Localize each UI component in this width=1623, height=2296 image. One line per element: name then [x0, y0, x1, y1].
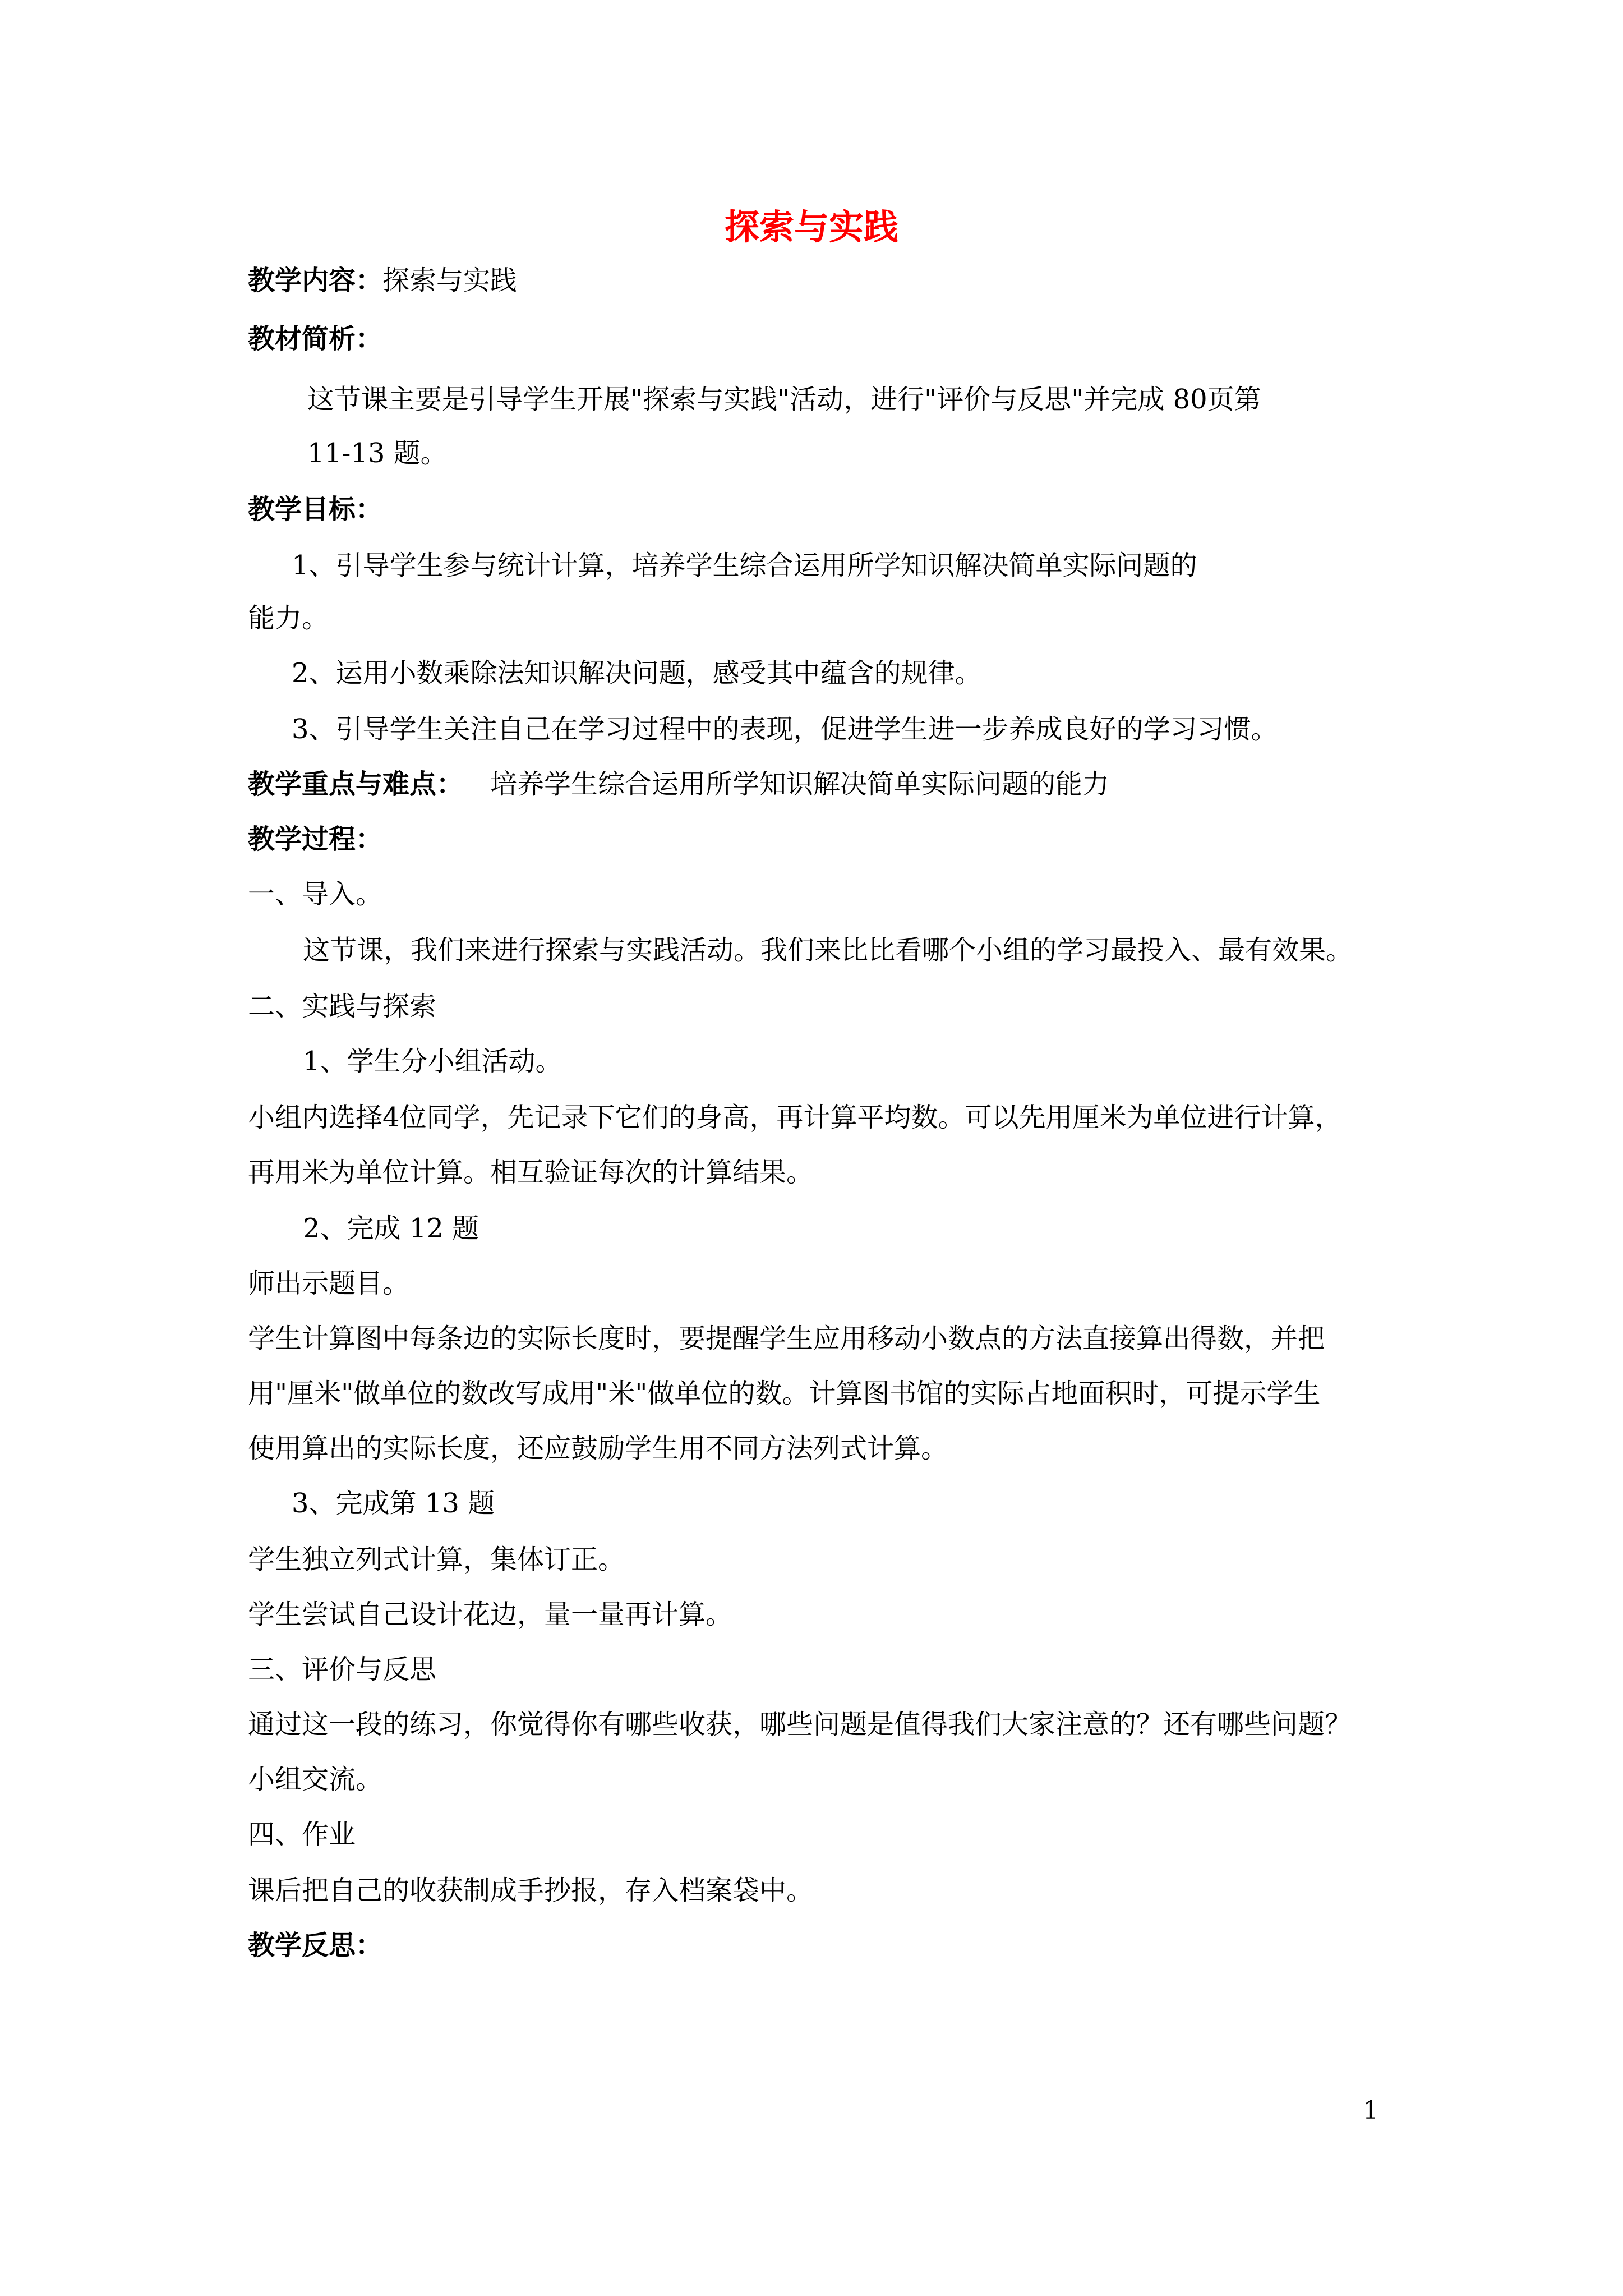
goal-1-line-1: 1、引导学生参与统计计算，培养学生综合运用所学知识解决简单实际问题的: [292, 550, 1197, 581]
key-points-row: [248, 767, 1392, 801]
key-points-value: 培养学生综合运用所学知识解决简单实际问题的能力: [490, 769, 1110, 800]
item-1-line-1: 小组内选择4位同学，先记录下它们的身高，再计算平均数。可以先用厘米为单位进行计算，: [248, 1102, 1342, 1133]
analysis-line-2: 11-13 题。: [307, 438, 448, 469]
item-1-line-2: 再用米为单位计算。相互验证每次的计算结果。: [248, 1157, 814, 1188]
section-4-text: 课后把自己的收获制成手抄报，存入档案袋中。: [248, 1875, 814, 1906]
document-title: 探索与实践: [724, 206, 898, 247]
item-2-line-4: 使用算出的实际长度，还应鼓励学生用不同方法列式计算。: [248, 1433, 948, 1464]
process-label: 教学过程：: [248, 823, 383, 855]
section-4-title: 四、作业: [248, 1819, 356, 1850]
item-1-title: 1、学生分小组活动。: [303, 1046, 562, 1077]
item-3-line-1: 学生独立列式计算，集体订正。: [248, 1544, 625, 1575]
section-1-title: 一、导入。: [248, 878, 383, 910]
section-1-text: 这节课，我们来进行探索与实践活动。我们来比比看哪个小组的学习最投入、最有效果。: [303, 935, 1353, 966]
section-3-title: 三、评价与反思: [248, 1654, 437, 1685]
item-2-line-2: 学生计算图中每条边的实际长度时，要提醒学生应用移动小数点的方法直接算出得数，并把: [248, 1323, 1325, 1354]
page-number: 1: [1363, 2096, 1378, 2125]
content-row: [248, 264, 1392, 297]
item-2-title: 2、完成 12 题: [303, 1213, 479, 1244]
goal-1-line-2: 能力。: [248, 602, 329, 634]
section-2-title: 二、实践与探索: [248, 991, 437, 1022]
content-label: 教学内容：: [248, 265, 383, 296]
key-points-label: 教学重点与难点：: [248, 769, 464, 800]
reflection-label: 教学反思：: [248, 1930, 383, 1961]
section-3-line-2: 小组交流。: [248, 1764, 383, 1795]
section-3-line-1: 通过这一段的练习，你觉得你有哪些收获，哪些问题是值得我们大家注意的？还有哪些问题？: [248, 1709, 1352, 1740]
analysis-label: 教材简析：: [248, 323, 383, 355]
goal-2: 2、运用小数乘除法知识解决问题，感受其中蕴含的规律。: [292, 657, 982, 689]
goal-3: 3、引导学生关注自己在学习过程中的表现，促进学生进一步养成良好的学习习惯。: [292, 714, 1278, 745]
goals-label: 教学目标：: [248, 494, 383, 525]
item-2-line-1: 师出示题目。: [248, 1268, 410, 1299]
item-2-line-3: 用"厘米"做单位的数改写成用"米"做单位的数。计算图书馆的实际占地面积时，可提示学生: [248, 1378, 1321, 1409]
item-3-line-2: 学生尝试自己设计花边，量一量再计算。: [248, 1599, 733, 1630]
content-value: 探索与实践: [382, 265, 518, 296]
item-3-title: 3、完成第 13 题: [292, 1488, 495, 1519]
analysis-line-1: 这节课主要是引导学生开展"探索与实践"活动，进行"评价与反思"并完成 80页第: [307, 384, 1261, 415]
